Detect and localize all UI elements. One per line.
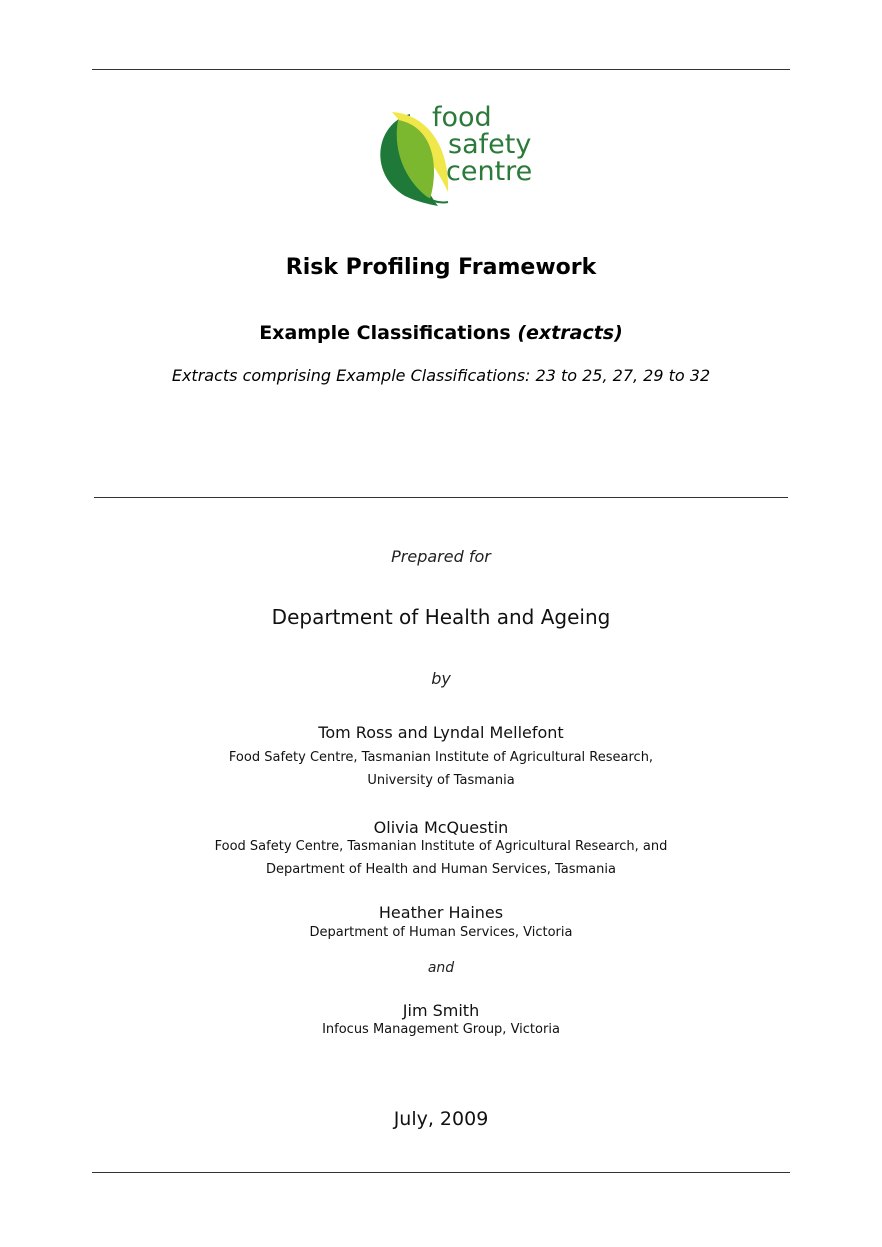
logo-word-safety: safety <box>448 129 532 160</box>
bottom-rule <box>92 1172 790 1173</box>
author-affiliation: Food Safety Centre, Tasmanian Institute of Agricultural Research, and <box>214 839 668 854</box>
author-affiliation: University of Tasmania <box>367 773 515 788</box>
logo-word-centre: centre <box>446 156 533 187</box>
subtitle-main: Example Classifications <box>259 322 511 344</box>
logo-text <box>430 104 532 185</box>
publication-date: July, 2009 <box>393 1108 489 1130</box>
and-label: and <box>427 960 455 976</box>
document-title: Risk Profiling Framework <box>285 255 597 280</box>
extracts-line: Extracts comprising Example Classifications: 23 to 25, 27, 29 to 32 <box>171 366 711 385</box>
subtitle-extra: (extracts) <box>517 322 623 344</box>
document-subtitle <box>0 322 882 344</box>
author-name: Heather Haines <box>378 903 504 922</box>
author-name: Jim Smith <box>402 1001 480 1020</box>
by-label: by <box>431 669 451 688</box>
author-affiliation: Department of Health and Human Services, Tasmania <box>266 862 616 877</box>
author-name: Tom Ross and Lyndal Mellefont <box>318 723 564 742</box>
department-name: Department of Health and Ageing <box>271 605 611 629</box>
author-name: Olivia McQuestin <box>373 818 509 837</box>
middle-rule <box>94 497 788 498</box>
logo-word-food: food <box>432 102 492 133</box>
author-affiliation: Infocus Management Group, Victoria <box>322 1022 560 1037</box>
author-affiliation: Department of Human Services, Victoria <box>309 925 573 940</box>
top-rule <box>92 69 790 70</box>
author-affiliation: Food Safety Centre, Tasmanian Institute of Agricultural Research, <box>228 750 654 765</box>
prepared-for-label: Prepared for <box>391 547 491 566</box>
